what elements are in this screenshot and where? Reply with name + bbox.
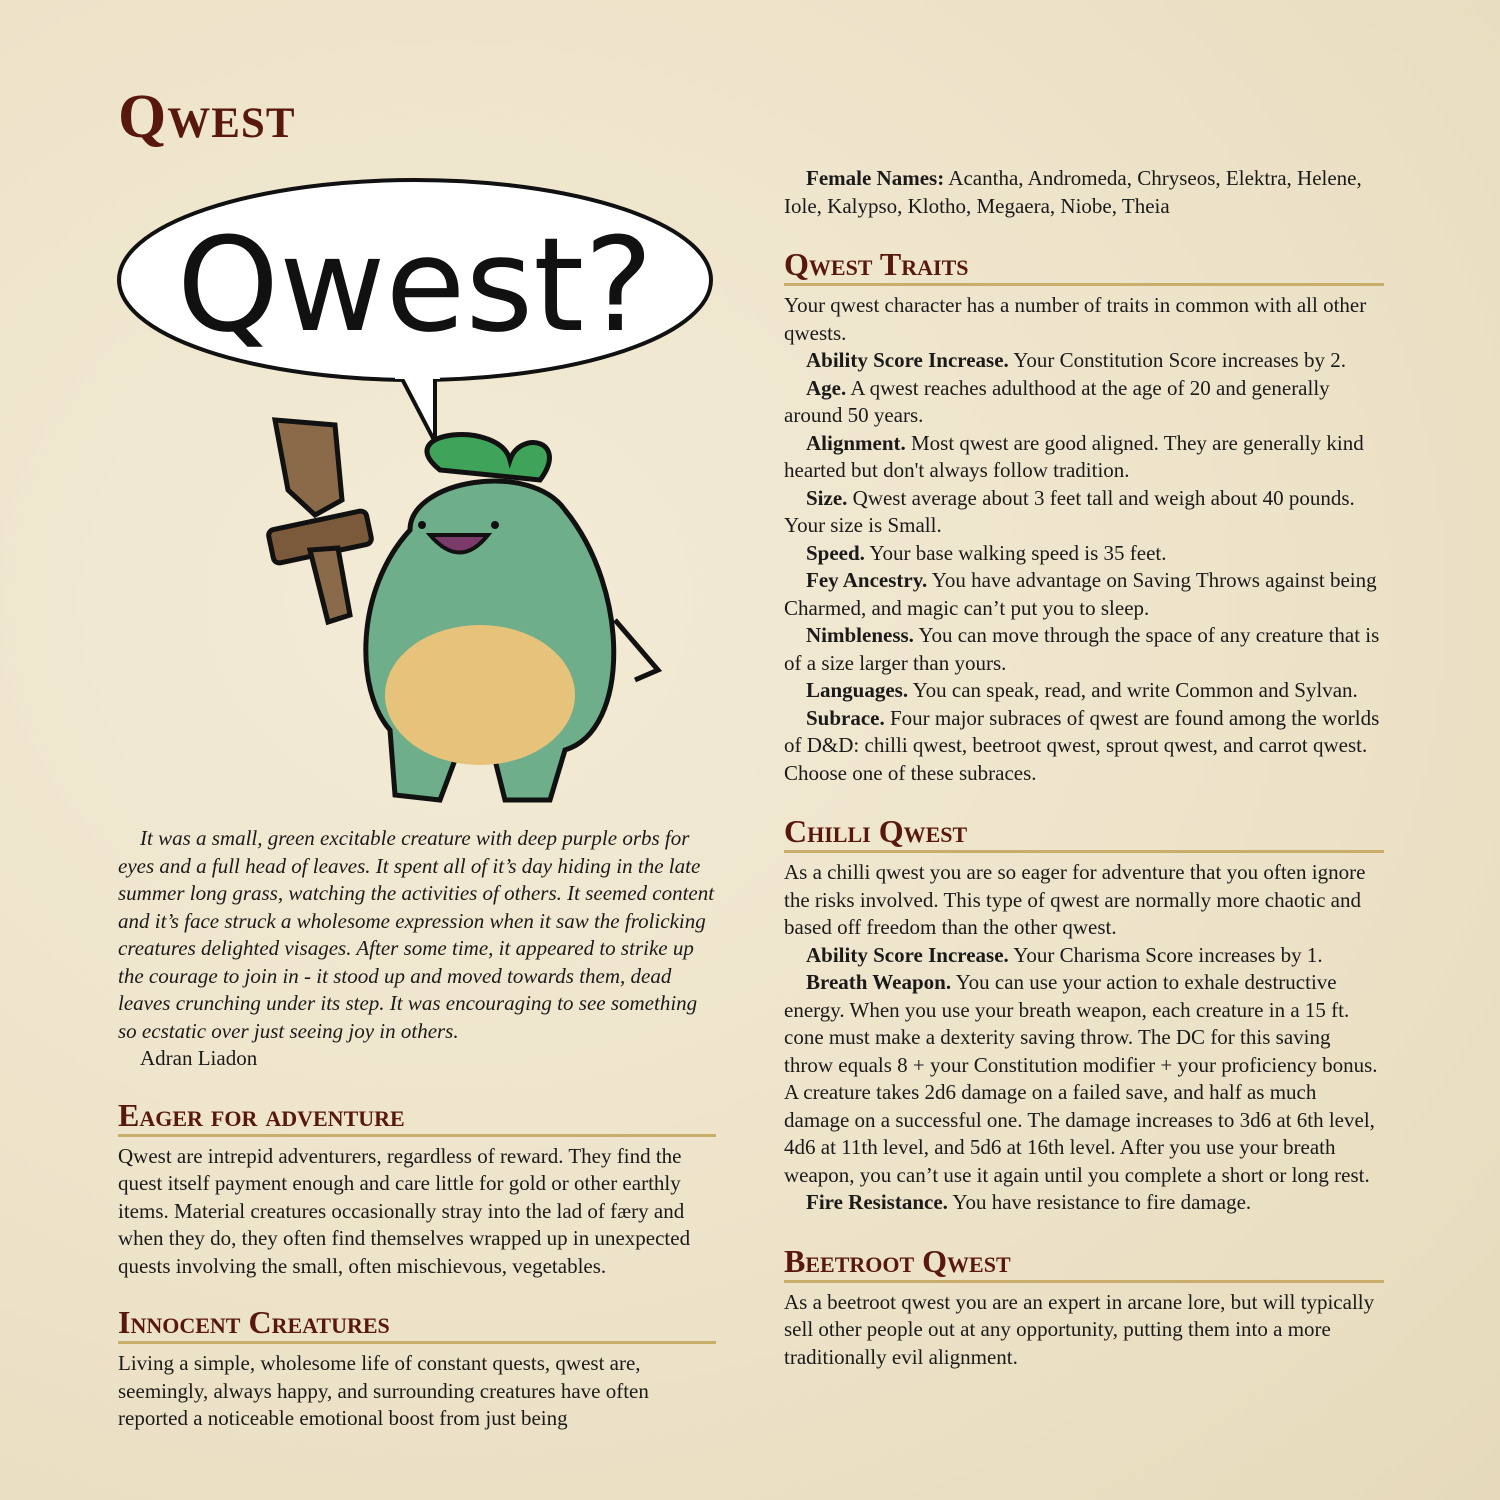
traits-intro: Your qwest character has a number of traits in common with all other qwests. bbox=[784, 293, 1367, 345]
trait-item bbox=[784, 677, 1384, 705]
chilli-heading: Chilli Qwest bbox=[784, 813, 1384, 853]
trait-label: Alignment. bbox=[806, 430, 906, 455]
female-names bbox=[784, 165, 1384, 220]
left-column bbox=[118, 825, 716, 1433]
trait-item bbox=[784, 942, 1384, 970]
trait-label: Age. bbox=[806, 375, 847, 400]
trait-label: Ability Score Increase. bbox=[806, 348, 1009, 372]
trait-text: Your base walking speed is 35 feet. bbox=[869, 540, 1167, 565]
trait-item bbox=[784, 375, 1384, 430]
trait-item bbox=[784, 1189, 1384, 1217]
trait-label: Breath Weapon. bbox=[806, 970, 952, 994]
speech-bubble bbox=[119, 180, 711, 442]
trait-item bbox=[784, 705, 1384, 788]
wooden-sword-icon bbox=[268, 420, 373, 622]
trait-text: Your Charisma Score increases by 1. bbox=[1013, 942, 1323, 967]
chilli-intro: As a chilli qwest you are so eager for adventure that you often ignore the risks involved. This type of qwest are normally more chaotic and based off freedom than the other qwest. bbox=[784, 860, 1366, 939]
label: Female Names: bbox=[806, 166, 945, 190]
page-title: Qwest bbox=[118, 83, 296, 151]
trait-label: Nimbleness. bbox=[806, 623, 914, 647]
right-column bbox=[784, 165, 1384, 1371]
trait-text: A qwest reaches adulthood at the age of 20 and generally around 50 years. bbox=[784, 375, 1330, 427]
trait-text: Four major subraces of qwest are found among the worlds of D&D: chilli qwest, beetroot qwest, sprout qwest, and carrot qwest. Choose one of these subraces. bbox=[784, 705, 1380, 785]
trait-text: Most qwest are good aligned. They are generally kind hearted but don't always follow tradition. bbox=[784, 430, 1364, 482]
traits-heading: Qwest Traits bbox=[784, 246, 1384, 286]
quote-attribution: Adran Liadon bbox=[140, 1046, 258, 1070]
trait-label: Languages. bbox=[806, 678, 909, 702]
section-heading: Innocent Creatures bbox=[118, 1304, 716, 1344]
flavor-quote: It was a small, green excitable creature with deep purple orbs for eyes and a full head of leaves. It spent all of it’s day hiding in the late summer long grass, watching the activities of others. It seemed content and it’s face struck a wholesome expression when it saw the frolicking creatures delighted visages. After some time, it appeared to strike up the courage to join in - it stood up and moved towards them, dead leaves crunching under its step. It was encouraging to see something so ecstatic over just seeing joy in others. bbox=[118, 826, 715, 1043]
trait-item bbox=[784, 430, 1384, 485]
trait-label: Subrace. bbox=[806, 705, 885, 730]
trait-label: Fey Ancestry. bbox=[806, 568, 928, 592]
trait-text: Your Constitution Score increases by 2. bbox=[1013, 348, 1346, 372]
trait-text: Qwest average about 3 feet tall and weigh about 40 pounds. Your size is Small. bbox=[784, 485, 1355, 537]
beetroot-heading: Beetroot Qwest bbox=[784, 1243, 1384, 1283]
trait-text: You can move through the space of any creature that is of a size larger than yours. bbox=[784, 623, 1380, 675]
trait-item bbox=[784, 485, 1384, 540]
section-heading: Eager for adventure bbox=[118, 1097, 716, 1137]
trait-text: You can use your action to exhale destructive energy. When you use your breath weapon, each creature in a 15 ft. cone must make a dexterity saving throw. The DC for this saving throw equals 8 + your Constitution modifier + your proficiency bonus. A creature takes 2d6 damage on a failed save, and half as much damage on a successful one. The damage increases to 3d6 at 6th level, 4d6 at 11th level, and 5d6 at 16th level. After you use your breath weapon, you can’t use it again until you complete a short or long rest. bbox=[784, 970, 1378, 1187]
trait-item bbox=[784, 969, 1384, 1189]
qwest-creature bbox=[366, 435, 658, 800]
trait-text: You have resistance to fire damage. bbox=[952, 1190, 1252, 1214]
trait-label: Ability Score Increase. bbox=[806, 942, 1009, 967]
speech-text: Qwest? bbox=[176, 209, 654, 361]
trait-item bbox=[784, 622, 1384, 677]
trait-label: Size. bbox=[806, 485, 848, 510]
section-body: Living a simple, wholesome life of constant quests, qwest are, seemingly, always happy, and surrounding creatures have often reported a noticeable emotional boost from just being bbox=[118, 1351, 649, 1430]
text: Acantha, Andromeda, Chryseos, Elektra, Helene, Iole, Kalypso, Klotho, Megaera, Niobe, Theia bbox=[784, 166, 1362, 218]
trait-item bbox=[784, 540, 1384, 568]
beetroot-intro: As a beetroot qwest you are an expert in arcane lore, but will typically sell other people out at any opportunity, putting them into a more traditionally evil alignment. bbox=[784, 1289, 1375, 1369]
section-body: Qwest are intrepid adventurers, regardless of reward. They find the quest itself payment enough and care little for gold or other earthly items. Material creatures occasionally stray into the lad of færy and when they do, they often find themselves wrapped up in unexpected quests involving the small, often mischievous, vegetables. bbox=[118, 1143, 691, 1278]
trait-label: Fire Resistance. bbox=[806, 1190, 948, 1214]
traits-list bbox=[784, 347, 1384, 787]
chilli-list bbox=[784, 942, 1384, 1217]
trait-item bbox=[784, 347, 1384, 375]
trait-text: You can speak, read, and write Common and Sylvan. bbox=[912, 678, 1358, 702]
trait-item bbox=[784, 567, 1384, 622]
trait-label: Speed. bbox=[806, 540, 865, 565]
qwest-illustration bbox=[110, 170, 730, 820]
trait-text: You have advantage on Saving Throws against being Charmed, and magic can’t put you to sleep. bbox=[784, 568, 1377, 620]
